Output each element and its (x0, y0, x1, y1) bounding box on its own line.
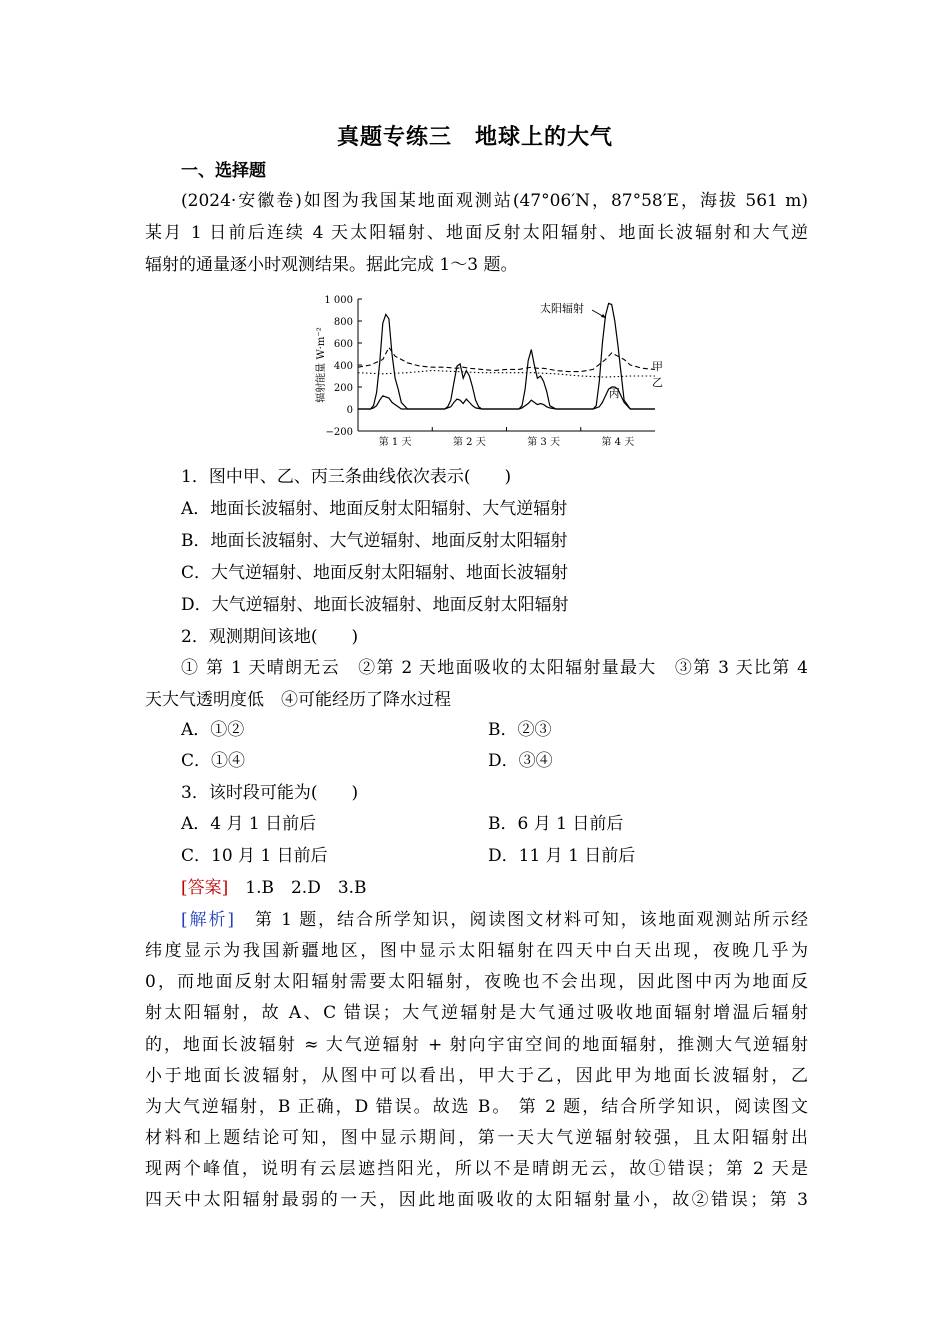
q3-option-b[interactable]: B．6 月 1 日前后 (488, 814, 624, 834)
x-tick-label: 第 4 天 (601, 437, 635, 448)
q1-option-d[interactable]: D．大气逆辐射、地面长波辐射、地面反射太阳辐射 (181, 595, 569, 615)
analysis-line-10: 四天中太阳辐射最弱的一天，因此地面吸收的太阳辐射量小，故②错误；第 3 (145, 1190, 808, 1210)
intro-line-3: 辐射的通量逐小时观测结果。据此完成 1～3 题。 (145, 255, 518, 275)
q2-statements-2: 天大气透明度低 ④可能经历了降水过程 (145, 690, 451, 710)
y-tick-label: 1 000 (324, 295, 353, 306)
intro-line-2: 某月 1 日前后连续 4 天太阳辐射、地面反射太阳辐射、地面长波辐射和大气逆 (145, 223, 808, 243)
y-tick-label: 400 (333, 361, 353, 372)
y-tick-label: 200 (333, 383, 353, 394)
series-乙 (358, 371, 655, 378)
q2-option-b[interactable]: B．②③ (488, 720, 552, 740)
analysis-line-9: 现两个峰值，说明有云层遮挡阳光，所以不是晴朗无云，故①错误；第 2 天是 (145, 1159, 808, 1179)
series-甲 (358, 347, 655, 371)
label-sun-radiation: 太阳辐射 (540, 302, 584, 315)
answer-tag: [答案] (181, 878, 229, 898)
label-jia: 甲 (652, 360, 663, 373)
x-tick-label: 第 3 天 (527, 437, 560, 448)
chart-y-ticks (324, 295, 362, 438)
analysis-line-3: 0，而地面反射太阳辐射需要太阳辐射，夜晚也不会出现，因此图中丙为地面反 (145, 972, 808, 992)
q1-option-a[interactable]: A．地面长波辐射、地面反射太阳辐射、大气逆辐射 (181, 499, 568, 519)
chart-y-label: 辐射能量 W·m⁻² (316, 327, 327, 403)
chart-x-ticks (379, 427, 634, 448)
q2-option-c[interactable]: C．①④ (181, 751, 246, 771)
chart-axes (358, 299, 655, 431)
label-yi: 乙 (652, 376, 663, 389)
q1-stem: 1．图中甲、乙、丙三条曲线依次表示( ) (181, 467, 512, 487)
analysis-tag: [解析] (181, 910, 235, 930)
label-bing: 丙 (608, 387, 620, 400)
y-tick-label: 600 (333, 339, 353, 350)
q1-option-c[interactable]: C．大气逆辐射、地面反射太阳辐射、地面长波辐射 (181, 563, 569, 583)
q1-option-b[interactable]: B．地面长波辐射、大气逆辐射、地面反射太阳辐射 (181, 531, 568, 551)
q2-option-d[interactable]: D．③④ (488, 751, 553, 771)
intro-line-1: (2024·安徽卷)如图为我国某地面观测站(47°06′N，87°58′E，海拔 561 m) (181, 191, 808, 211)
analysis-line-7: 为大气逆辐射，B 正确，D 错误。故选 B。 第 2 题，结合所学知识，阅读图文 (145, 1097, 808, 1117)
analysis-text-1: 第 1 题，结合所学知识，阅读图文材料可知，该地面观测站所示经 (234, 910, 809, 930)
analysis-line-5: 的，地面长波辐射 ≈ 大气逆辐射 + 射向宇宙空间的地面辐射，推测大气逆辐射 (145, 1035, 808, 1055)
page-title: 真题专练三 地球上的大气 (336, 124, 613, 150)
analysis-line-6: 小于地面长波辐射，从图中可以看出，甲大于乙，因此甲为地面长波辐射，乙 (145, 1066, 808, 1086)
q2-statements-1: ① 第 1 天晴朗无云 ②第 2 天地面吸收的太阳辐射量最大 ③第 3 天比第 4 (181, 658, 808, 678)
answer-text: 1.B 2.D 3.B (228, 878, 367, 898)
q3-option-a[interactable]: A．4 月 1 日前后 (181, 814, 317, 834)
radiation-chart (300, 288, 680, 453)
x-tick-label: 第 2 天 (453, 437, 486, 448)
answer-line (181, 877, 808, 899)
q3-option-d[interactable]: D．11 月 1 日前后 (488, 846, 636, 866)
analysis-line-4: 射太阳辐射，故 A、C 错误；大气逆辐射是大气通过吸收地面辐射增温后辐射 (145, 1003, 808, 1023)
analysis-line-1 (181, 909, 808, 931)
y-tick-label: −200 (325, 427, 353, 438)
q3-stem: 3．该时段可能为( ) (181, 783, 359, 803)
q2-stem: 2．观测期间该地( ) (181, 627, 359, 647)
q2-option-a[interactable]: A．①② (181, 720, 245, 740)
analysis-line-8: 材料和上题结论可知，图中显示期间，第一天大气逆辐射较强，且太阳辐射出 (145, 1128, 808, 1148)
analysis-line-2: 纬度显示为我国新疆地区，图中显示太阳辐射在四天中白天出现，夜晚几乎为 (145, 941, 808, 961)
x-tick-label: 第 1 天 (378, 437, 412, 448)
y-tick-label: 800 (333, 317, 353, 328)
section-heading: 一、选择题 (181, 161, 266, 181)
q3-option-c[interactable]: C．10 月 1 日前后 (181, 846, 328, 866)
y-tick-label: 0 (346, 405, 353, 416)
